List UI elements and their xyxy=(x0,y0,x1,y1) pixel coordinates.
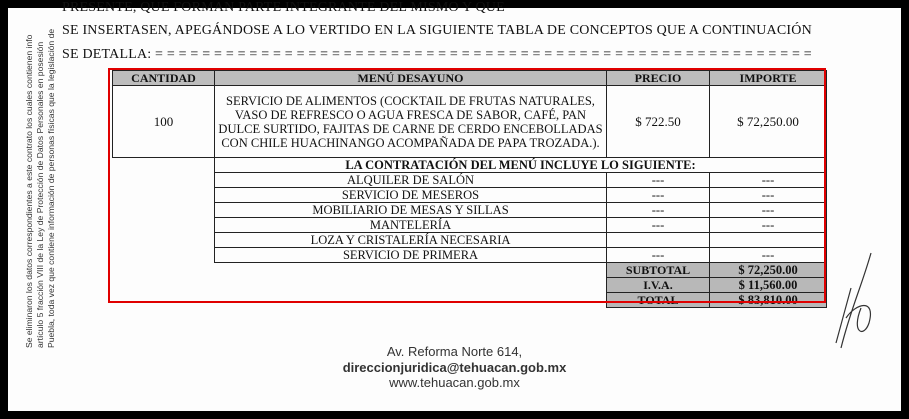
total-label: TOTAL xyxy=(607,293,710,308)
side-note-line-1: Se eliminaron los datos correspondientes a este contrato los cuales contienen info xyxy=(24,34,34,348)
include-item: MOBILIARIO DE MESAS Y SILLAS xyxy=(215,203,607,218)
include-item: ALQUILER DE SALÓN xyxy=(215,173,607,188)
header-cantidad: CANTIDAD xyxy=(113,71,215,86)
include-item: MANTELERÍA xyxy=(215,218,607,233)
subtotal-row xyxy=(113,263,827,278)
table-header-row xyxy=(113,71,827,86)
include-importe: --- xyxy=(710,173,827,188)
concepts-table xyxy=(112,70,827,308)
footer-address: Av. Reforma Norte 614, xyxy=(386,344,523,359)
subtotal-value: $ 72,250.00 xyxy=(710,263,827,278)
include-item: SERVICIO DE PRIMERA xyxy=(215,248,607,263)
table-row xyxy=(113,203,827,218)
side-note-line-3: Puebla, toda vez que contiene información de personas físicas que la legislación de xyxy=(46,28,56,348)
include-importe: --- xyxy=(710,203,827,218)
include-importe: --- xyxy=(710,218,827,233)
include-precio xyxy=(607,233,710,248)
include-precio: --- xyxy=(607,173,710,188)
cell-importe: $ 72,250.00 xyxy=(710,86,827,158)
includes-title-row xyxy=(113,158,827,173)
table-row xyxy=(113,248,827,263)
header-precio: PRECIO xyxy=(607,71,710,86)
header-menu: MENÚ DESAYUNO xyxy=(215,71,607,86)
total-value: $ 83,810.00 xyxy=(710,293,827,308)
table-row xyxy=(113,173,827,188)
include-importe: --- xyxy=(710,188,827,203)
total-row xyxy=(113,293,827,308)
iva-label: I.V.A. xyxy=(607,278,710,293)
include-precio: --- xyxy=(607,218,710,233)
include-precio: --- xyxy=(607,188,710,203)
table-row xyxy=(113,188,827,203)
footer-website: www.tehuacan.gob.mx xyxy=(389,375,520,390)
subtotal-label: SUBTOTAL xyxy=(607,263,710,278)
cell-description: SERVICIO DE ALIMENTOS (COCKTAIL DE FRUTAS NATURALES, VASO DE REFRESCO O AGUA FRESCA DE SABOR, CAFÉ, PAN DULCE SURTIDO, FAJITAS DE CARNE DE CERDO ENCEBOLLADAS CON CHILE HUACHINANGO ACOMPAÑADA DE PAPA TROZADA.). xyxy=(215,86,607,158)
includes-title: LA CONTRATACIÓN DEL MENÚ INCLUYE LO SIGUIENTE: xyxy=(215,158,827,173)
header-line-3: SE DETALLA: = = = = = = = = = = = = = = = = = = = = = = = = = = = = = = = = = = = = = = = = = = = = = = = = = = = = = = = = xyxy=(62,47,812,62)
table-row xyxy=(113,233,827,248)
footer-email: direccionjuridica@tehuacan.gob.mx xyxy=(342,360,567,375)
document-page xyxy=(8,0,901,411)
iva-value: $ 11,560.00 xyxy=(710,278,827,293)
header-line-1: PRESENTE, QUE FORMAN PARTE INTEGRANTE DEL MISMO Y QUE xyxy=(62,0,505,15)
include-precio: --- xyxy=(607,248,710,263)
include-importe: --- xyxy=(710,248,827,263)
table-row xyxy=(113,86,827,158)
cell-cantidad: 100 xyxy=(113,86,215,158)
iva-row xyxy=(113,278,827,293)
header-line-2: SE INSERTASEN, APEGÁNDOSE A LO VERTIDO EN LA SIGUIENTE TABLA DE CONCEPTOS QUE A CONTINUACIÓN xyxy=(62,23,812,38)
header-importe: IMPORTE xyxy=(710,71,827,86)
cell-precio: $ 722.50 xyxy=(607,86,710,158)
include-precio: --- xyxy=(607,203,710,218)
side-legal-note xyxy=(24,18,56,348)
include-importe xyxy=(710,233,827,248)
include-item: SERVICIO DE MESEROS xyxy=(215,188,607,203)
include-item: LOZA Y CRISTALERÍA NECESARIA xyxy=(215,233,607,248)
table-row xyxy=(113,218,827,233)
side-note-line-2: artículo 5 fracción VIII de la Ley de Protección de Datos Personales en posesión xyxy=(35,41,45,348)
signature-mark xyxy=(831,248,891,358)
